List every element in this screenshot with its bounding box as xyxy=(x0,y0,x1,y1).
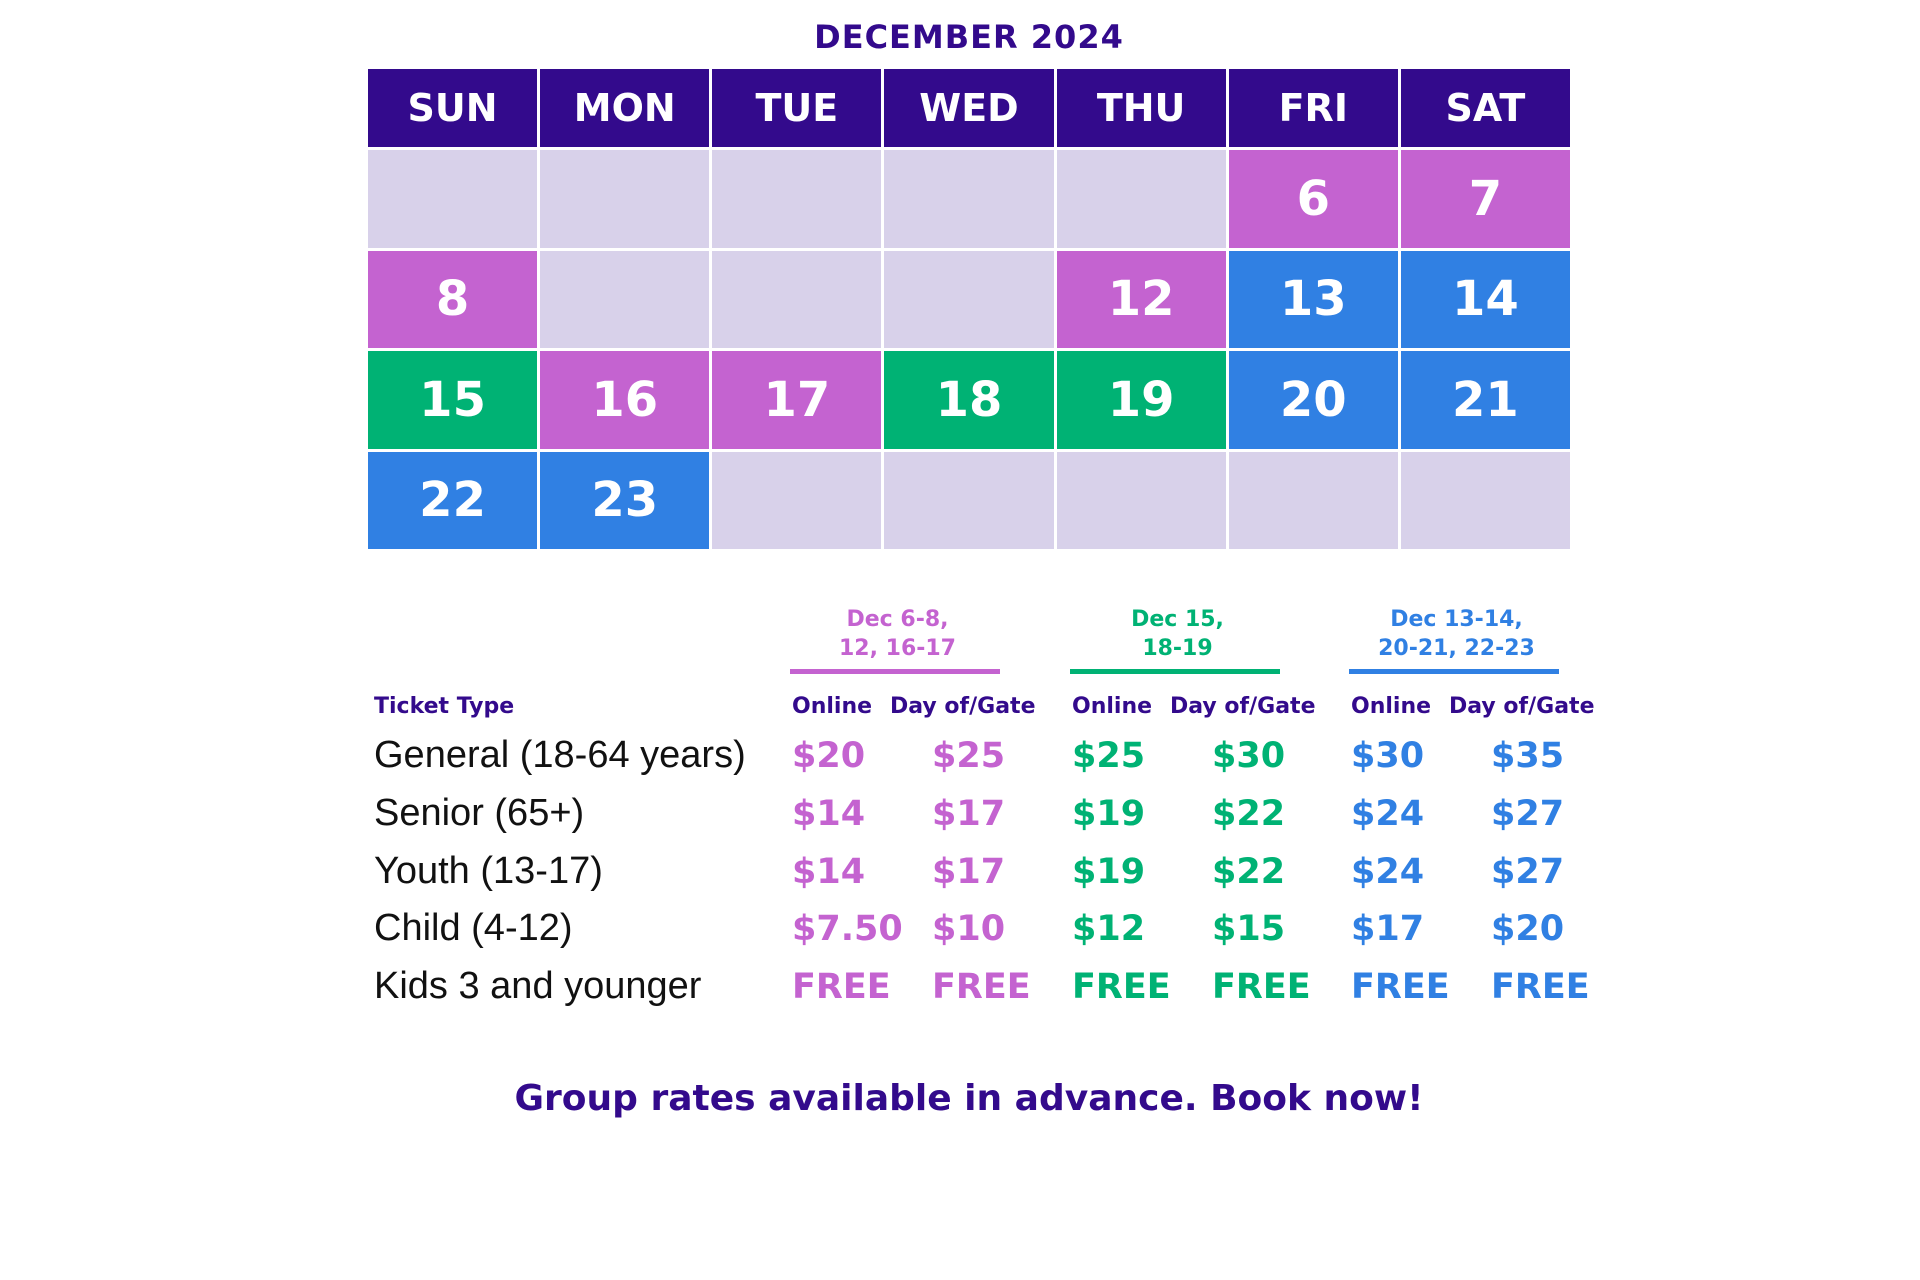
calendar-day: 16 xyxy=(540,351,709,449)
price-cell: FREE xyxy=(1491,967,1590,1007)
price-cell: $15 xyxy=(1212,909,1286,949)
weekday-header: TUE xyxy=(712,69,881,147)
price-cell: $24 xyxy=(1351,852,1425,892)
price-cell: $27 xyxy=(1491,794,1565,834)
price-cell: $19 xyxy=(1072,852,1146,892)
price-cell: $19 xyxy=(1072,794,1146,834)
price-cell: $14 xyxy=(792,852,866,892)
calendar-day: 22 xyxy=(368,452,537,550)
weekday-header: THU xyxy=(1057,69,1226,147)
calendar-empty-cell xyxy=(540,150,709,248)
calendar-empty-cell xyxy=(1057,150,1226,248)
online-header: Online xyxy=(1351,694,1432,719)
date-range-header xyxy=(1070,605,1285,663)
date-range-underline xyxy=(1349,669,1559,674)
calendar-empty-cell xyxy=(1057,452,1226,550)
calendar-day: 15 xyxy=(368,351,537,449)
price-cell: $35 xyxy=(1491,736,1565,776)
price-cell: FREE xyxy=(932,967,1031,1007)
weekday-header: SUN xyxy=(368,69,537,147)
price-cell: $20 xyxy=(792,736,866,776)
calendar-title: DECEMBER 2024 xyxy=(814,18,1124,56)
calendar-empty-cell xyxy=(368,150,537,248)
ticket-type-header: Ticket Type xyxy=(374,694,515,719)
weekday-header: FRI xyxy=(1229,69,1398,147)
calendar-empty-cell xyxy=(712,150,881,248)
price-cell: $30 xyxy=(1212,736,1286,776)
calendar-day: 19 xyxy=(1057,351,1226,449)
price-cell: $12 xyxy=(1072,909,1146,949)
calendar-day: 21 xyxy=(1401,351,1570,449)
calendar-day: 13 xyxy=(1229,251,1398,349)
price-cell: $22 xyxy=(1212,852,1286,892)
ticket-type-label: General (18-64 years) xyxy=(374,734,746,776)
price-cell: $20 xyxy=(1491,909,1565,949)
group-rates-cta: Group rates available in advance. Book now! xyxy=(514,1078,1424,1119)
day-of-gate-header: Day of/Gate xyxy=(1170,694,1316,719)
day-of-gate-header: Day of/Gate xyxy=(890,694,1036,719)
calendar-day: 6 xyxy=(1229,150,1398,248)
price-cell: FREE xyxy=(1212,967,1311,1007)
price-cell: $25 xyxy=(932,736,1006,776)
calendar-day: 18 xyxy=(884,351,1053,449)
day-of-gate-header: Day of/Gate xyxy=(1449,694,1595,719)
calendar-empty-cell xyxy=(884,452,1053,550)
weekday-header: MON xyxy=(540,69,709,147)
calendar-empty-cell xyxy=(884,150,1053,248)
price-cell: FREE xyxy=(1072,967,1171,1007)
calendar-empty-cell xyxy=(712,251,881,349)
price-cell: FREE xyxy=(1351,967,1450,1007)
calendar-day: 23 xyxy=(540,452,709,550)
price-cell: $17 xyxy=(1351,909,1425,949)
price-cell: $17 xyxy=(932,852,1006,892)
calendar-day: 20 xyxy=(1229,351,1398,449)
weekday-header: SAT xyxy=(1401,69,1570,147)
calendar-day: 7 xyxy=(1401,150,1570,248)
price-cell: $22 xyxy=(1212,794,1286,834)
date-range-line1: Dec 6-8, xyxy=(846,607,949,632)
date-range-line2: 18-19 xyxy=(1142,636,1213,661)
calendar-empty-cell xyxy=(884,251,1053,349)
date-range-line2: 12, 16-17 xyxy=(839,636,956,661)
price-cell: $7.50 xyxy=(792,909,903,949)
date-range-line2: 20-21, 22-23 xyxy=(1378,636,1535,661)
ticket-type-label: Youth (13-17) xyxy=(374,850,603,892)
ticket-type-label: Child (4-12) xyxy=(374,907,573,949)
price-cell: $27 xyxy=(1491,852,1565,892)
price-cell: $14 xyxy=(792,794,866,834)
calendar-day: 14 xyxy=(1401,251,1570,349)
date-range-underline xyxy=(1070,669,1280,674)
date-range-line1: Dec 13-14, xyxy=(1390,607,1523,632)
date-range-header xyxy=(1349,605,1564,663)
price-cell: $17 xyxy=(932,794,1006,834)
ticket-type-label: Senior (65+) xyxy=(374,792,585,834)
calendar-day: 17 xyxy=(712,351,881,449)
price-cell: $25 xyxy=(1072,736,1146,776)
ticket-type-label: Kids 3 and younger xyxy=(374,965,702,1007)
calendar-empty-cell xyxy=(1401,452,1570,550)
online-header: Online xyxy=(1072,694,1153,719)
price-cell: $24 xyxy=(1351,794,1425,834)
weekday-header: WED xyxy=(884,69,1053,147)
price-cell: $30 xyxy=(1351,736,1425,776)
calendar-day: 12 xyxy=(1057,251,1226,349)
date-range-underline xyxy=(790,669,1000,674)
calendar-empty-cell xyxy=(540,251,709,349)
price-cell: $10 xyxy=(932,909,1006,949)
price-cell: FREE xyxy=(792,967,891,1007)
calendar-empty-cell xyxy=(1229,452,1398,550)
online-header: Online xyxy=(792,694,873,719)
calendar-grid xyxy=(368,69,1570,549)
date-range-header xyxy=(790,605,1005,663)
calendar-empty-cell xyxy=(712,452,881,550)
calendar-day: 8 xyxy=(368,251,537,349)
date-range-line1: Dec 15, xyxy=(1131,607,1224,632)
